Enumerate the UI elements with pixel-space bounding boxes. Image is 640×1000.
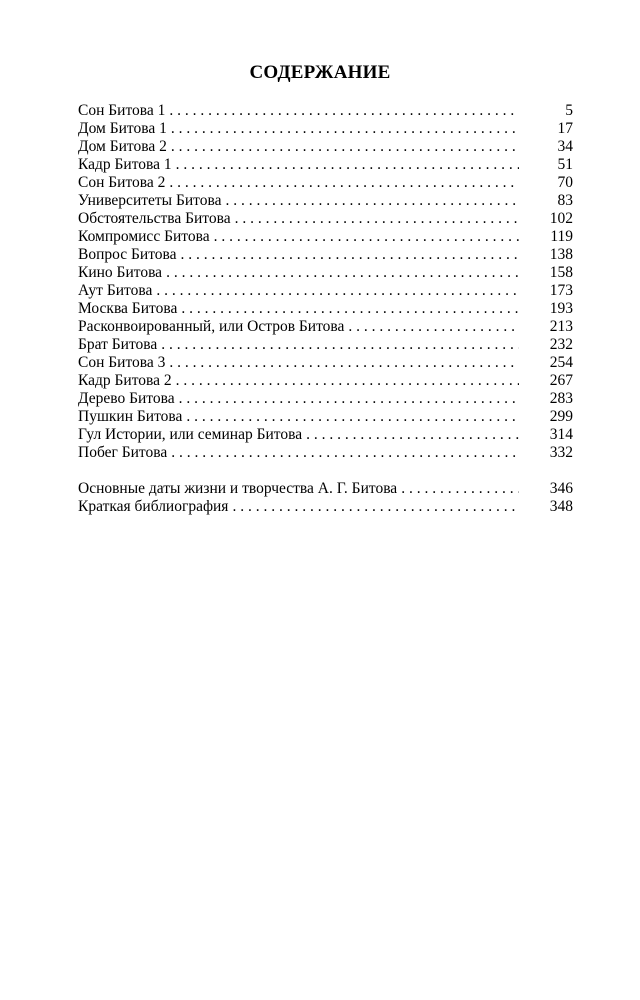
toc-appendix-list [78, 480, 573, 516]
toc-entry-title: Вопрос Битова [78, 246, 177, 263]
toc-entry-title: Гул Истории, или семинар Битова [78, 426, 303, 443]
toc-entry[interactable] [78, 120, 573, 138]
toc-entry-title: Пушкин Битова [78, 408, 183, 425]
toc-entry-page: 314 [549, 426, 573, 443]
toc-entry-title: Кадр Битова 2 [78, 372, 172, 389]
toc-entry-title: Дом Битова 2 [78, 138, 167, 155]
toc-entry[interactable] [78, 246, 573, 264]
toc-leader-dots [214, 228, 519, 246]
toc-entry-title: Дерево Битова [78, 390, 175, 407]
toc-entry[interactable] [78, 300, 573, 318]
toc-entry[interactable] [78, 138, 573, 156]
toc-entry-title: Университеты Битова [78, 192, 222, 209]
toc-entry-title: Побег Битова [78, 444, 168, 461]
toc-entry-title: Сон Битова 1 [78, 102, 166, 119]
toc-leader-dots [176, 156, 519, 174]
toc-entry-page: 34 [557, 138, 573, 155]
toc-leader-dots [169, 354, 519, 372]
toc-leader-dots [171, 444, 519, 462]
toc-leader-dots [225, 192, 519, 210]
toc-entry[interactable] [78, 336, 573, 354]
toc-leader-dots [179, 390, 519, 408]
toc-leader-dots [348, 318, 519, 336]
toc-entry[interactable] [78, 498, 573, 516]
toc-entry-title: Обстоятельства Битова [78, 210, 231, 227]
toc-leader-dots [176, 372, 519, 390]
toc-leader-dots [171, 120, 519, 138]
toc-entry-page: 83 [557, 192, 573, 209]
toc-entry-title: Краткая библиография [78, 498, 229, 515]
toc-entry[interactable] [78, 192, 573, 210]
toc-entry-page: 332 [549, 444, 573, 461]
toc-leader-dots [169, 102, 519, 120]
toc-entry-title: Расконвоированный, или Остров Битова [78, 318, 345, 335]
toc-entry-title: Кино Битова [78, 264, 163, 281]
toc-entry[interactable] [78, 102, 573, 120]
toc-leader-dots [166, 264, 519, 282]
toc-gap [78, 462, 573, 480]
toc-entry[interactable] [78, 318, 573, 336]
toc-leader-dots [169, 174, 519, 192]
toc-entry-title: Брат Битова [78, 336, 158, 353]
toc-leader-dots [232, 498, 519, 516]
toc-entry[interactable] [78, 408, 573, 426]
toc-entry-page: 299 [549, 408, 573, 425]
toc-entry-page: 119 [550, 228, 573, 245]
toc-entry[interactable] [78, 174, 573, 192]
toc-leader-dots [171, 138, 519, 156]
table-of-contents [78, 102, 573, 516]
toc-entry-title: Москва Битова [78, 300, 178, 317]
toc-leader-dots [181, 246, 519, 264]
toc-entry[interactable] [78, 156, 573, 174]
toc-leader-dots [186, 408, 519, 426]
toc-leader-dots [306, 426, 519, 444]
toc-entry-page: 51 [557, 156, 573, 173]
toc-entry-title: Компромисс Битова [78, 228, 210, 245]
toc-leader-dots [156, 282, 519, 300]
toc-entry[interactable] [78, 264, 573, 282]
toc-entry[interactable] [78, 372, 573, 390]
toc-entry-page: 346 [549, 480, 573, 497]
toc-entry-title: Дом Битова 1 [78, 120, 167, 137]
toc-entry[interactable] [78, 426, 573, 444]
toc-entry-page: 17 [557, 120, 573, 137]
toc-leader-dots [181, 300, 519, 318]
toc-entry[interactable] [78, 228, 573, 246]
toc-leader-dots [161, 336, 519, 354]
toc-entry-page: 173 [549, 282, 573, 299]
toc-entry[interactable] [78, 210, 573, 228]
toc-entry[interactable] [78, 480, 573, 498]
toc-entry-page: 348 [549, 498, 573, 515]
toc-entry-title: Основные даты жизни и творчества А. Г. Битова [78, 480, 398, 497]
toc-entry-page: 158 [549, 264, 573, 281]
toc-entry-page: 102 [549, 210, 573, 227]
toc-entry-title: Сон Битова 3 [78, 354, 166, 371]
toc-entry-page: 138 [549, 246, 573, 263]
toc-entry[interactable] [78, 282, 573, 300]
toc-entry-page: 70 [557, 174, 573, 191]
toc-entry-page: 232 [549, 336, 573, 353]
toc-entry-page: 193 [549, 300, 573, 317]
toc-entry-title: Кадр Битова 1 [78, 156, 172, 173]
toc-entry-page: 267 [549, 372, 573, 389]
toc-entry-title: Аут Битова [78, 282, 153, 299]
toc-entry-page: 283 [549, 390, 573, 407]
toc-leader-dots [401, 480, 519, 498]
toc-main-list [78, 102, 573, 462]
toc-entry-page: 254 [549, 354, 573, 371]
toc-entry-title: Сон Битова 2 [78, 174, 166, 191]
toc-leader-dots [235, 210, 519, 228]
toc-entry-page: 5 [565, 102, 573, 119]
toc-entry[interactable] [78, 354, 573, 372]
page-title: СОДЕРЖАНИЕ [249, 62, 391, 83]
toc-entry[interactable] [78, 390, 573, 408]
toc-entry-page: 213 [549, 318, 573, 335]
toc-entry[interactable] [78, 444, 573, 462]
